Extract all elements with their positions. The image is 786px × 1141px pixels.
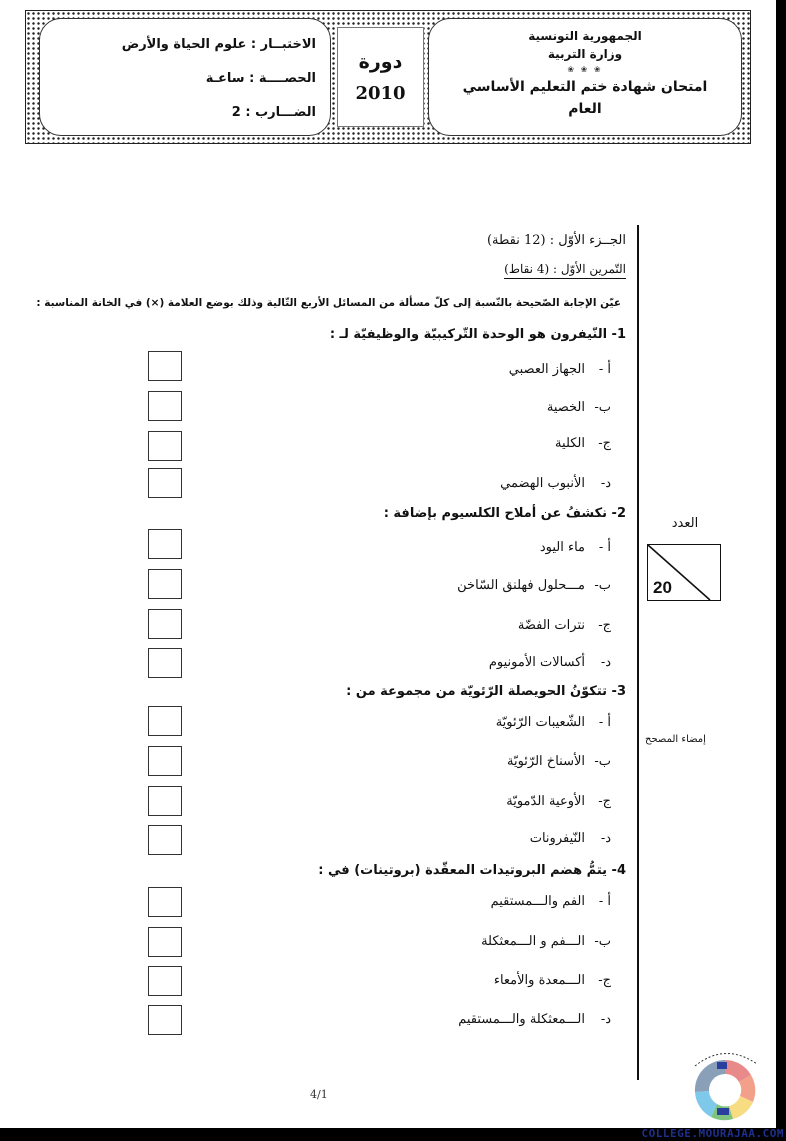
checkbox-3d[interactable] [148, 825, 182, 855]
session-box [337, 27, 424, 127]
exam-title-line2: العام [568, 101, 602, 117]
option-3c: ج-الأوعية الدّمويّة [506, 794, 611, 809]
ministry-panel [428, 18, 742, 136]
checkbox-2b[interactable] [148, 569, 182, 599]
option-4d: د-الـــمعثكلة والـــمستقيم [458, 1012, 611, 1027]
exercise-title: التّمرين الأوّل : (4 نقاط) [504, 262, 626, 279]
option-2d: د-أكسالات الأمونيوم [488, 655, 611, 670]
exam-duration: الحصــــة : ساعـة [205, 71, 316, 86]
checkbox-3b[interactable] [148, 746, 182, 776]
question-2: 2- نكشفُ عن أملاح الكلسيوم بإضافة : [383, 506, 626, 521]
checkbox-3a[interactable] [148, 706, 182, 736]
option-3b: ب-الأسناخ الرّئويّة [507, 754, 611, 769]
score-total: 20 [653, 578, 672, 597]
option-4b: ب-الـــفم و الـــمعثكلة [481, 934, 611, 949]
page-number: 4/1 [310, 1088, 328, 1101]
checkbox-1d[interactable] [148, 468, 182, 498]
checkbox-4a[interactable] [148, 887, 182, 917]
margin-divider [637, 225, 639, 1080]
checkbox-4c[interactable] [148, 966, 182, 996]
checkbox-1c[interactable] [148, 431, 182, 461]
part-title: الجــزء الأوّل : (12 نقطة) [486, 233, 626, 248]
session-label: دورة [358, 50, 403, 73]
checkbox-4d[interactable] [148, 1005, 182, 1035]
exam-coefficient: الضـــارب : 2 [231, 105, 316, 120]
option-2c: ج-نترات الفضّة [517, 618, 611, 633]
checkbox-3c[interactable] [148, 786, 182, 816]
option-4a: أ -الفم والـــمستقيم [490, 894, 611, 909]
question-4: 4- يتمُّ هضم البروتيدات المعقّدة (بروتينات) في : [318, 863, 626, 878]
site-logo-icon [677, 1040, 773, 1128]
option-2a: أ -ماء اليود [539, 540, 611, 555]
option-2b: ب-مـــحلول فهلنق السّاخن [457, 578, 611, 593]
option-1d: د-الأنبوب الهضمي [500, 476, 611, 491]
exam-title: امتحان شهادة ختم التعليم الأساسي [462, 79, 708, 95]
option-1b: ب-الخصية [546, 400, 611, 415]
score-box[interactable] [647, 544, 721, 601]
score-label: العدد [671, 516, 699, 531]
option-1c: ج-الكلية [555, 436, 611, 451]
checkbox-1a[interactable] [148, 351, 182, 381]
question-1: 1- النّيفرون هو الوحدة التّركيبيّة والوظيفيّة لـ : [329, 327, 626, 342]
grader-signature-label: إمضاء المصحح [645, 734, 706, 745]
checkbox-2c[interactable] [148, 609, 182, 639]
instruction: عيّن الإجابة الصّحيحة بالنّسبة إلى كلّ مسألة من المسائل الأربع التّالية وذلك بوضع العلامة (×) في الخانة المناسبة : [36, 297, 621, 309]
checkbox-2a[interactable] [148, 529, 182, 559]
exam-info-panel [39, 18, 331, 136]
checkbox-4b[interactable] [148, 927, 182, 957]
checkbox-2d[interactable] [148, 648, 182, 678]
checkbox-1b[interactable] [148, 391, 182, 421]
ministry-name: وزارة التربية [547, 47, 623, 61]
watermark[interactable]: COLLEGE.MOURAJAA.COM [641, 1127, 784, 1140]
option-3d: د-النّيفرونات [529, 831, 611, 846]
exam-header-frame [25, 10, 751, 144]
question-3: 3- تتكوّنُ الحويصلة الرّئويّة من مجموعة من : [346, 684, 626, 699]
session-year: 2010 [355, 82, 406, 104]
country-name: الجمهورية التونسية [528, 29, 642, 43]
option-3a: أ -الشّعيبات الرّئويّة [495, 715, 611, 730]
ornament-icon: ❀ ❀ ❀ [567, 65, 603, 74]
option-4c: ج-الـــمعدة والأمعاء [493, 973, 611, 988]
scan-border-right [776, 0, 786, 1141]
exam-subject: الاختبــار : علوم الحياة والأرض [121, 37, 316, 52]
option-1a: أ -الجهاز العصبي [508, 362, 611, 377]
